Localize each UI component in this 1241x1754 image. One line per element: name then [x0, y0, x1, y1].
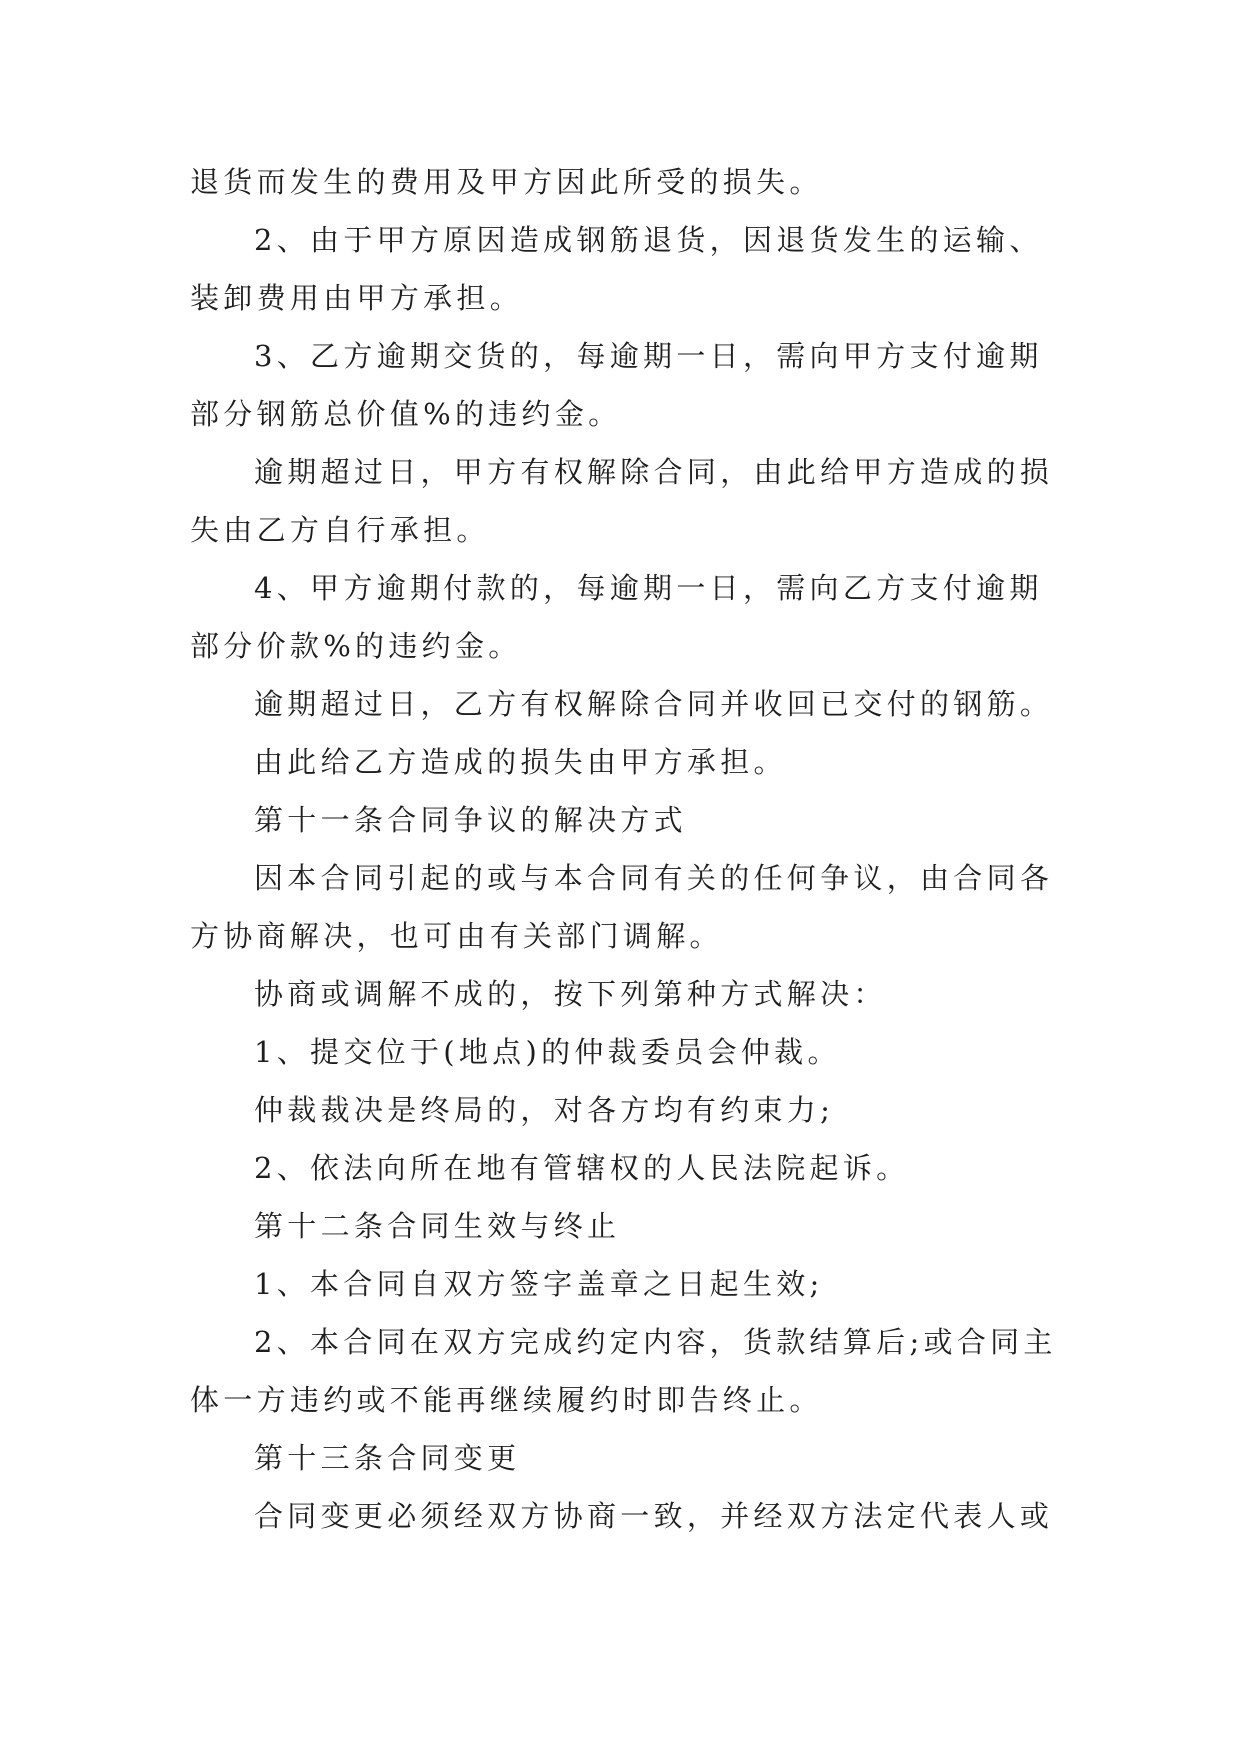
section-heading: 第十二条合同生效与终止	[254, 1209, 621, 1243]
section-heading: 第十一条合同争议的解决方式	[254, 803, 687, 837]
text-line: 由此给乙方造成的损失由甲方承担。	[254, 745, 787, 779]
text-line: 1、提交位于(地点)的仲裁委员会仲裁。	[254, 1035, 841, 1069]
text-line: 体一方违约或不能再继续履约时即告终止。	[190, 1383, 823, 1417]
text-line: 协商或调解不成的，按下列第种方式解决：	[254, 977, 887, 1011]
text-line: 仲裁裁决是终局的，对各方均有约束力;	[254, 1093, 835, 1127]
section-heading: 第十三条合同变更	[254, 1441, 521, 1475]
text-line: 退货而发生的费用及甲方因此所受的损失。	[190, 165, 823, 199]
text-line: 逾期超过日，甲方有权解除合同，由此给甲方造成的损	[254, 455, 1054, 489]
text-line: 方协商解决，也可由有关部门调解。	[190, 919, 723, 953]
text-line: 合同变更必须经双方协商一致，并经双方法定代表人或	[254, 1499, 1054, 1533]
text-line: 2、依法向所在地有管辖权的人民法院起诉。	[254, 1151, 910, 1185]
text-line: 部分钢筋总价值%的违约金。	[190, 397, 622, 431]
text-line: 2、本合同在双方完成约定内容，货款结算后;或合同主	[254, 1325, 1057, 1359]
text-line: 逾期超过日，乙方有权解除合同并收回已交付的钢筋。	[254, 687, 1054, 721]
document-body	[190, 153, 1057, 1545]
text-line: 4、甲方逾期付款的，每逾期一日，需向乙方支付逾期	[254, 571, 1043, 605]
text-line: 1、本合同自双方签字盖章之日起生效;	[254, 1267, 824, 1301]
text-line: 因本合同引起的或与本合同有关的任何争议，由合同各	[254, 861, 1054, 895]
text-line: 2、由于甲方原因造成钢筋退货，因退货发生的运输、	[254, 223, 1043, 257]
text-line: 部分价款%的违约金。	[190, 629, 522, 663]
text-line: 失由乙方自行承担。	[190, 513, 490, 547]
text-line: 3、乙方逾期交货的，每逾期一日，需向甲方支付逾期	[254, 339, 1043, 373]
text-line: 装卸费用由甲方承担。	[190, 281, 524, 315]
